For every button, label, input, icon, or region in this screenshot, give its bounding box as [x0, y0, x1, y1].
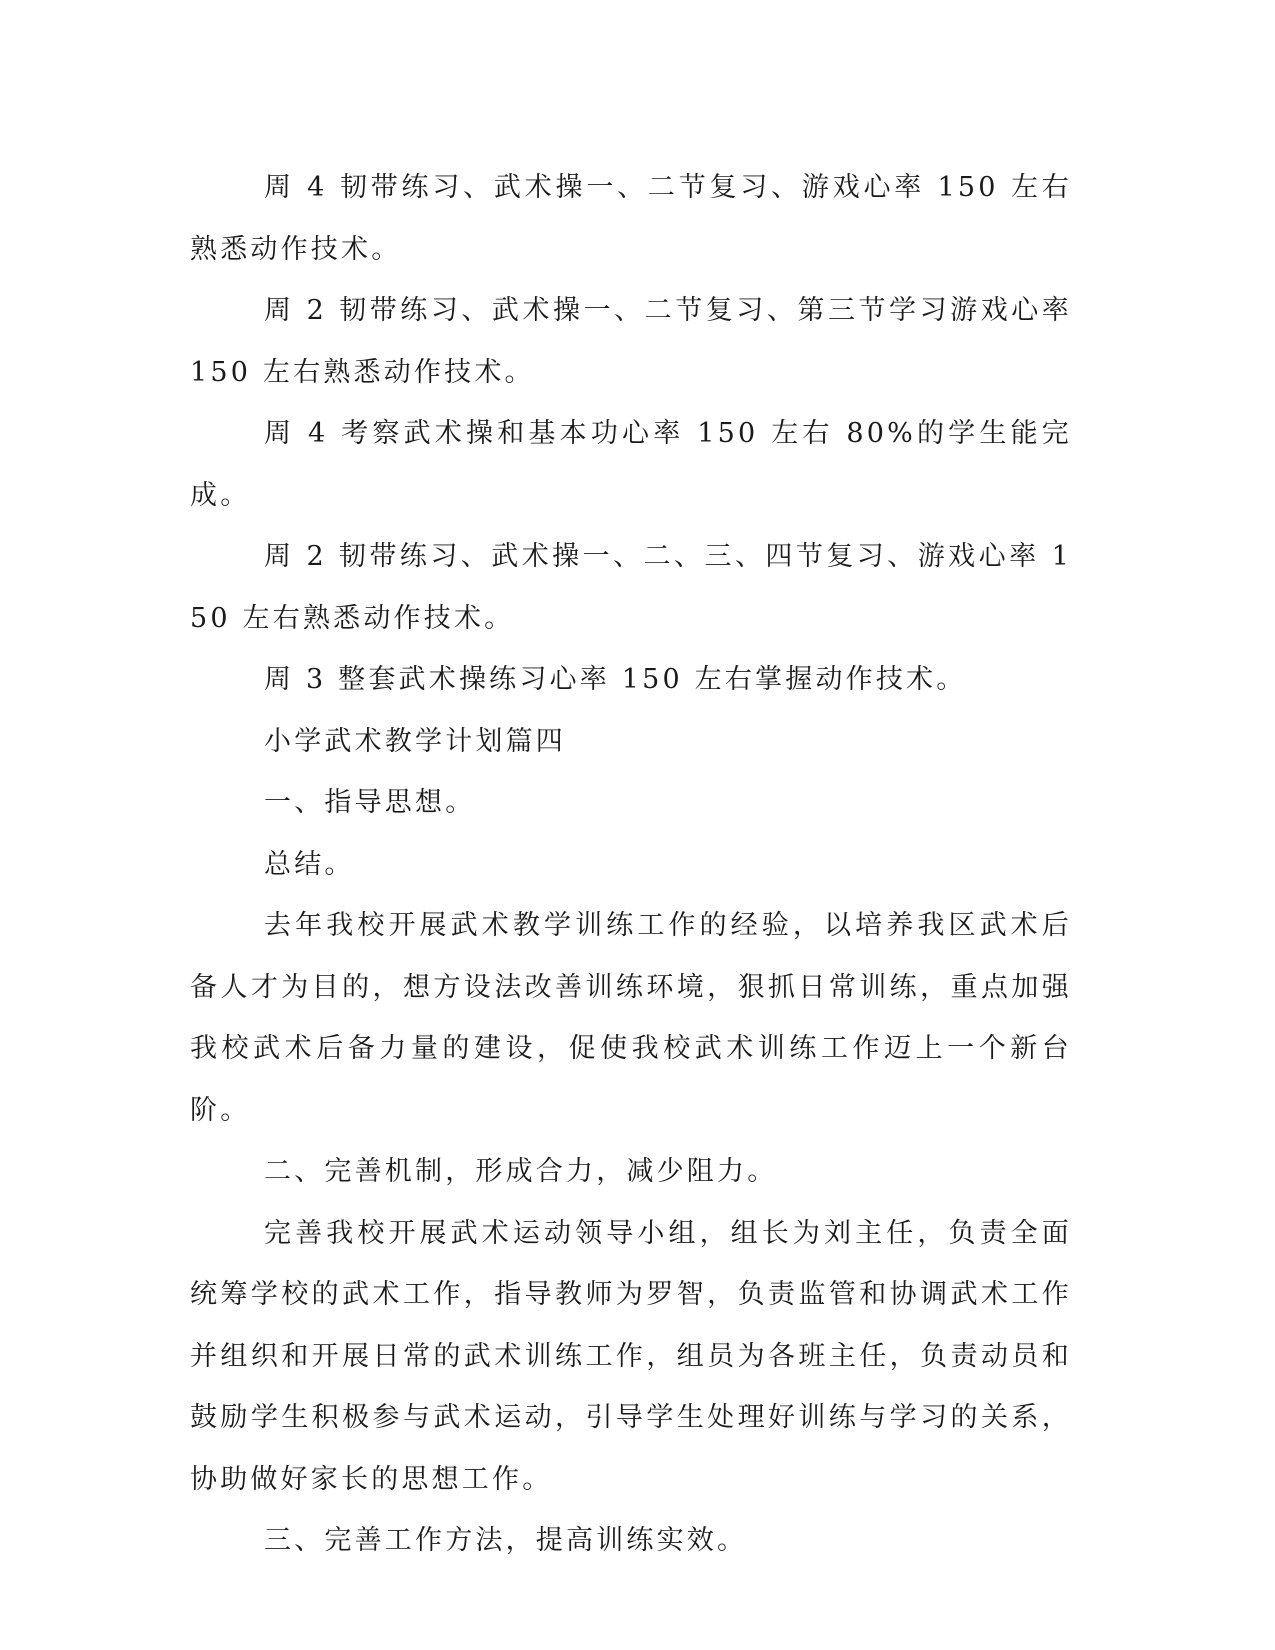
document-body	[190, 157, 1072, 1572]
paragraph-summary: 总结。	[264, 848, 355, 880]
heading-guiding-ideology: 一、指导思想。	[264, 787, 476, 818]
paragraph-last-year-experience: 去年我校开展武术教学训练工作的经验，以培养我区武术后备人才为目的，想方设法改善训练环境，狠抓日常训练，重点加强我校武术后备力量的建设，促使我校武术训练工作迈上一个新台阶。	[190, 910, 1072, 1126]
paragraph-week2-section3: 周 2 韧带练习、武术操一、二节复习、第三节学习游戏心率 150 左右熟悉动作技术。	[190, 295, 1072, 388]
paragraph-week4-stretching: 周 4 韧带练习、武术操一、二节复习、游戏心率 150 左右熟悉动作技术。	[190, 172, 1072, 265]
section-heading-plan-four: 小学武术教学计划篇四	[264, 725, 566, 757]
paragraph-week2-sections-review: 周 2 韧带练习、武术操一、二、三、四节复习、游戏心率 150 左右熟悉动作技术。	[190, 541, 1072, 634]
paragraph-week3-full-routine: 周 3 整套武术操练习心率 150 左右掌握动作技术。	[264, 664, 967, 695]
paragraph-week4-assessment: 周 4 考察武术操和基本功心率 150 左右 80%的学生能完成。	[190, 418, 1072, 511]
paragraph-leadership-group: 完善我校开展武术运动领导小组，组长为刘主任，负责全面统筹学校的武术工作，指导教师为罗智，负责监管和协调武术工作并组织和开展日常的武术训练工作，组员为各班主任，负责动员和鼓励学生积极参与武术运动，引导学生处理好训练与学习的关系，协助做好家长的思想工作。	[190, 1217, 1072, 1495]
heading-improve-methods: 三、完善工作方法，提高训练实效。	[264, 1525, 748, 1556]
heading-improve-mechanism: 二、完善机制，形成合力，减少阻力。	[264, 1156, 778, 1187]
